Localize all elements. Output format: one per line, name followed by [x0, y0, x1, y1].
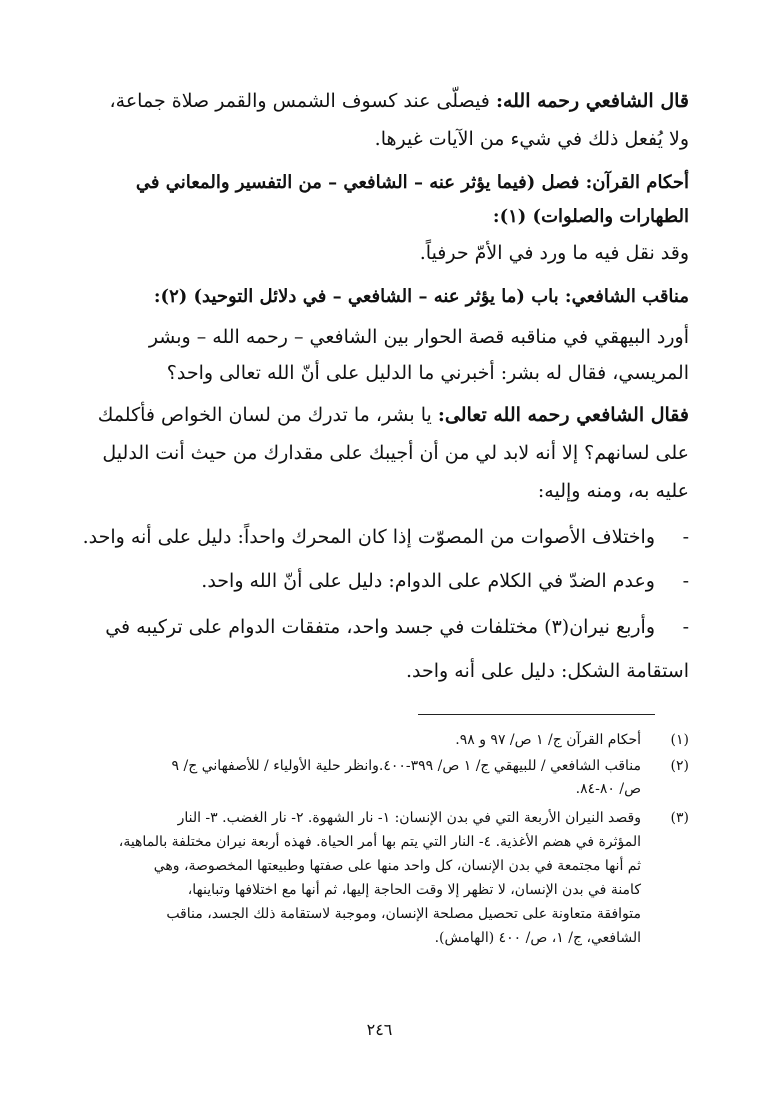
manaqib-heading: مناقب الشافعي: باب (ما يؤثر عنه – الشافعي – في دلائل التوحيد) (٢):: [153, 286, 689, 307]
paragraph-2-line-2: المريسي، فقال له بشر: أخبرني ما الدليل على أنّ الله تعالى واحد؟: [166, 362, 689, 384]
ahkam-heading-line-1: أحكام القرآن: فصل (فيما يؤثر عنه – الشافعي – من التفسير والمعاني في: [135, 172, 689, 193]
shafii-quote-lead: قال الشافعي رحمه الله:: [495, 90, 689, 112]
footnote-3-line-5: متوافقة متعاونة على تحصيل مصلحة الإنسان، وموجبة لاستقامة ذلك الجسد، مناقب: [166, 906, 641, 922]
shafii-answer-lead: فقال الشافعي رحمه الله تعالى:: [437, 404, 689, 426]
bullet-dash-2: -: [682, 570, 689, 592]
paragraph-1-line-1-text: فيصلّى عند كسوف الشمس والقمر صلاة جماعة،: [109, 90, 490, 112]
bullet-dash-1: -: [682, 526, 689, 548]
bullet-item-2: وعدم الضدّ في الكلام على الدوام: دليل على أنّ الله واحد.: [201, 570, 655, 592]
footnote-1-number: (١): [670, 732, 689, 748]
ahkam-note: وقد نقل فيه ما ورد في الأمّ حرفياً.: [419, 242, 689, 264]
bullet-item-1: واختلاف الأصوات من المصوّت إذا كان المحرك واحداً: دليل على أنه واحد.: [82, 526, 655, 548]
paragraph-3-line-2: على لسانهم؟ إلا أنه لابد لي من أن أجيبك على مقدارك من حيث أنت الدليل: [102, 442, 689, 464]
paragraph-2-line-1: أورد البيهقي في مناقبه قصة الحوار بين الشافعي – رحمه الله – وبشر: [148, 326, 689, 348]
footnote-2-number: (٢): [670, 758, 689, 774]
footnote-3-line-1: وقصد النيران الأربعة التي في بدن الإنسان: ١- نار الشهوة. ٢- نار الغضب. ٣- النار: [177, 810, 641, 826]
footnote-3-line-6: الشافعي، ج/ ١، ص/ ٤٠٠ (الهامش).: [434, 930, 641, 946]
paragraph-3-line-1: [64, 400, 689, 430]
bullet-item-3-line-1: وأربع نيران(٣) مختلفات في جسد واحد، متفقات الدوام على تركيبه في: [105, 616, 655, 638]
footnote-3-line-4: كامنة في بدن الإنسان، لا تظهر إلا وقت الحاجة إليها، ثم أنها مع اختلافها وتباينها،: [187, 882, 641, 898]
paragraph-3-line-1-text: يا بشر، ما تدرك من لسان الخواص فأكلمك: [97, 404, 432, 426]
footnote-3-line-2: المؤثرة في هضم الأغذية. ٤- النار التي يتم بها أمر الحياة. فهذه أربعة نيران مختلفة بالماهية،: [118, 834, 641, 850]
footnote-2-line-1: مناقب الشافعي / للبيهقي ج/ ١ ص/ ٣٩٩-٤٠٠.وانظر حلية الأولياء / للأصفهاني ج/ ٩: [171, 758, 641, 774]
page-number: ٢٤٦: [366, 1020, 393, 1039]
footnote-3-number: (٣): [670, 810, 689, 826]
paragraph-1-line-2: ولا يُفعل ذلك في شيء من الآيات غيرها.: [374, 128, 689, 150]
paragraph-3-line-3: عليه به، ومنه وإليه:: [537, 480, 689, 502]
footnote-3-line-3: ثم أنها مجتمعة في بدن الإنسان، كل واحد منها على صفتها وطبيعتها المخصوصة، وهي: [153, 858, 641, 874]
bullet-item-3-line-2: استقامة الشكل: دليل على أنه واحد.: [406, 660, 689, 682]
footnote-1-text: أحكام القرآن ج/ ١ ص/ ٩٧ و ٩٨.: [455, 732, 641, 748]
paragraph-1-line-1: [64, 86, 689, 116]
bullet-dash-3: -: [682, 616, 689, 638]
ahkam-heading-line-2: الطهارات والصلوات) (١):: [492, 206, 689, 227]
footnote-separator: [418, 714, 655, 715]
footnote-2-line-2: ص/ ٨٠-٨٤.: [575, 781, 641, 797]
